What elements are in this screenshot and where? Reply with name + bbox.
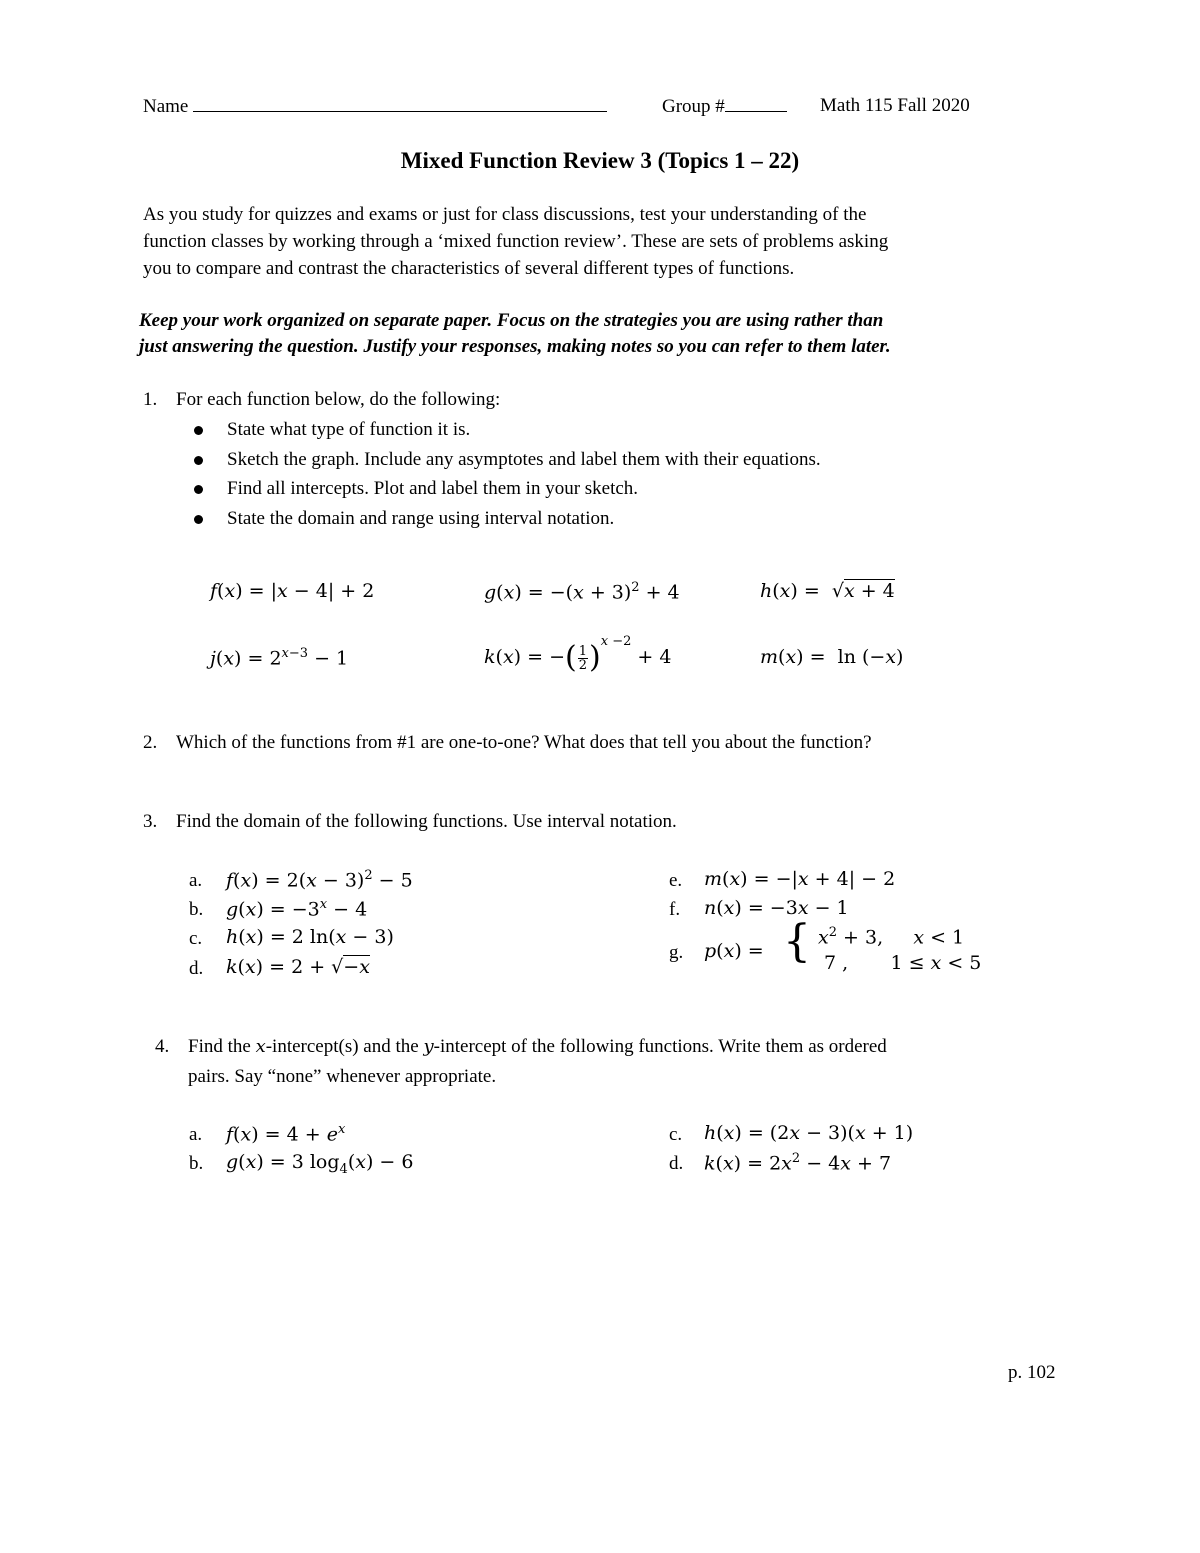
q4-label-b: b. <box>189 1153 204 1174</box>
q1-func-f: f(x) = |x − 4| + 2 <box>210 580 375 602</box>
q1-bullet-4: State the domain and range using interval notation. <box>227 508 614 530</box>
intro-line-1: As you study for quizzes and exams or just for class discussions, test your understanding of the <box>143 204 867 225</box>
q3-label-e: e. <box>669 870 683 891</box>
q3-label-g: g. <box>669 942 684 963</box>
intro-line-3: you to compare and contrast the characteristics of several different types of functions. <box>143 258 795 279</box>
q1-bullet-1: State what type of function it is. <box>227 419 470 441</box>
name-blank <box>193 95 607 112</box>
q4-label-c: c. <box>669 1124 683 1145</box>
q1-func-g: $g(x) = -(x + 3)^2 + 4$ <box>484 580 680 604</box>
q4-line-2: pairs. Say “none” whenever appropriate. <box>188 1066 497 1087</box>
q3-piece-1: $x^2 + 3$, x < 1 <box>818 925 965 949</box>
q2-text: Which of the functions from #1 are one-to-one? What does that tell you about the function? <box>176 732 872 753</box>
q3-func-d: k(x) = 2 + √−x <box>226 956 370 978</box>
piecewise-brace: { <box>783 916 811 967</box>
q1-number: 1. <box>143 389 158 410</box>
group-label: Group # <box>662 96 725 117</box>
q3-func-c: h(x) = 2 ln(x − 3) <box>226 926 394 948</box>
q1-func-k: k(x) = −( $\frac{1}{2}$ )$^{x -2}$ + 4 <box>484 634 672 675</box>
q4-func-a: $f(x) = 4 + e^x$ <box>226 1122 346 1146</box>
q1-func-h: h(x) = √x + 4 <box>760 580 895 602</box>
instruction-line-1: Keep your work organized on separate paper. Focus on the strategies you are using rather than <box>139 310 884 331</box>
q3-label-a: a. <box>189 870 203 891</box>
q3-func-b: $g(x) = -3^x - 4$ <box>226 897 368 921</box>
q4-func-d: $k(x) = 2x^2 - 4x + 7$ <box>704 1151 892 1175</box>
q4-number: 4. <box>155 1036 170 1057</box>
q4-func-b: g(x) = 3 $\log_4(x) - 6$ <box>226 1151 414 1177</box>
bullet-icon <box>194 456 203 465</box>
q1-text: For each function below, do the following: <box>176 389 501 410</box>
q3-label-c: c. <box>189 928 203 949</box>
q3-label-d: d. <box>189 958 204 979</box>
q4-func-c: h(x) = (2x − 3)(x + 1) <box>704 1122 914 1144</box>
bullet-icon <box>194 515 203 524</box>
instruction-line-2: just answering the question. Justify your responses, making notes so you can refer to them later. <box>139 336 891 357</box>
q1-bullet-2: Sketch the graph. Include any asymptotes and label them with their equations. <box>227 449 821 471</box>
q3-label-f: f. <box>669 899 681 920</box>
name-label: Name <box>143 96 189 117</box>
q3-number: 3. <box>143 811 158 832</box>
bullet-icon <box>194 426 203 435</box>
q3-label-b: b. <box>189 899 204 920</box>
q3-text: Find the domain of the following functions. Use interval notation. <box>176 811 677 832</box>
bullet-icon <box>194 485 203 494</box>
q4-label-a: a. <box>189 1124 203 1145</box>
q3-func-g: p(x) = <box>704 940 764 962</box>
header-row <box>143 95 607 118</box>
q1-func-m: m(x) = ln (−x) <box>760 646 904 668</box>
group-field <box>662 95 787 118</box>
q3-func-e: m(x) = −|x + 4| − 2 <box>704 868 896 890</box>
q2-number: 2. <box>143 732 158 753</box>
q1-func-j: $j(x) = 2^{x-3} - 1$ <box>210 646 349 670</box>
page-title: Mixed Function Review 3 (Topics 1 – 22) <box>400 148 800 173</box>
q3-func-a: $f(x) = 2(x - 3)^2 - 5$ <box>226 868 413 892</box>
intro-line-2: function classes by working through a ‘mixed function review’. These are sets of problems asking <box>143 231 889 252</box>
q4-text: Find the x-intercept(s) and the y-intercept of the following functions. Write them as ordered <box>188 1036 887 1057</box>
q4-label-d: d. <box>669 1153 684 1174</box>
q1-bullet-3: Find all intercepts. Plot and label them in your sketch. <box>227 478 638 500</box>
q3-func-f: n(x) = −3x − 1 <box>704 897 849 919</box>
course-label: Math 115 Fall 2020 <box>820 95 970 116</box>
q3-piece-2: 7 , 1 ≤ x < 5 <box>818 952 982 974</box>
group-blank <box>725 95 787 112</box>
page-number: p. 102 <box>1008 1362 1056 1383</box>
